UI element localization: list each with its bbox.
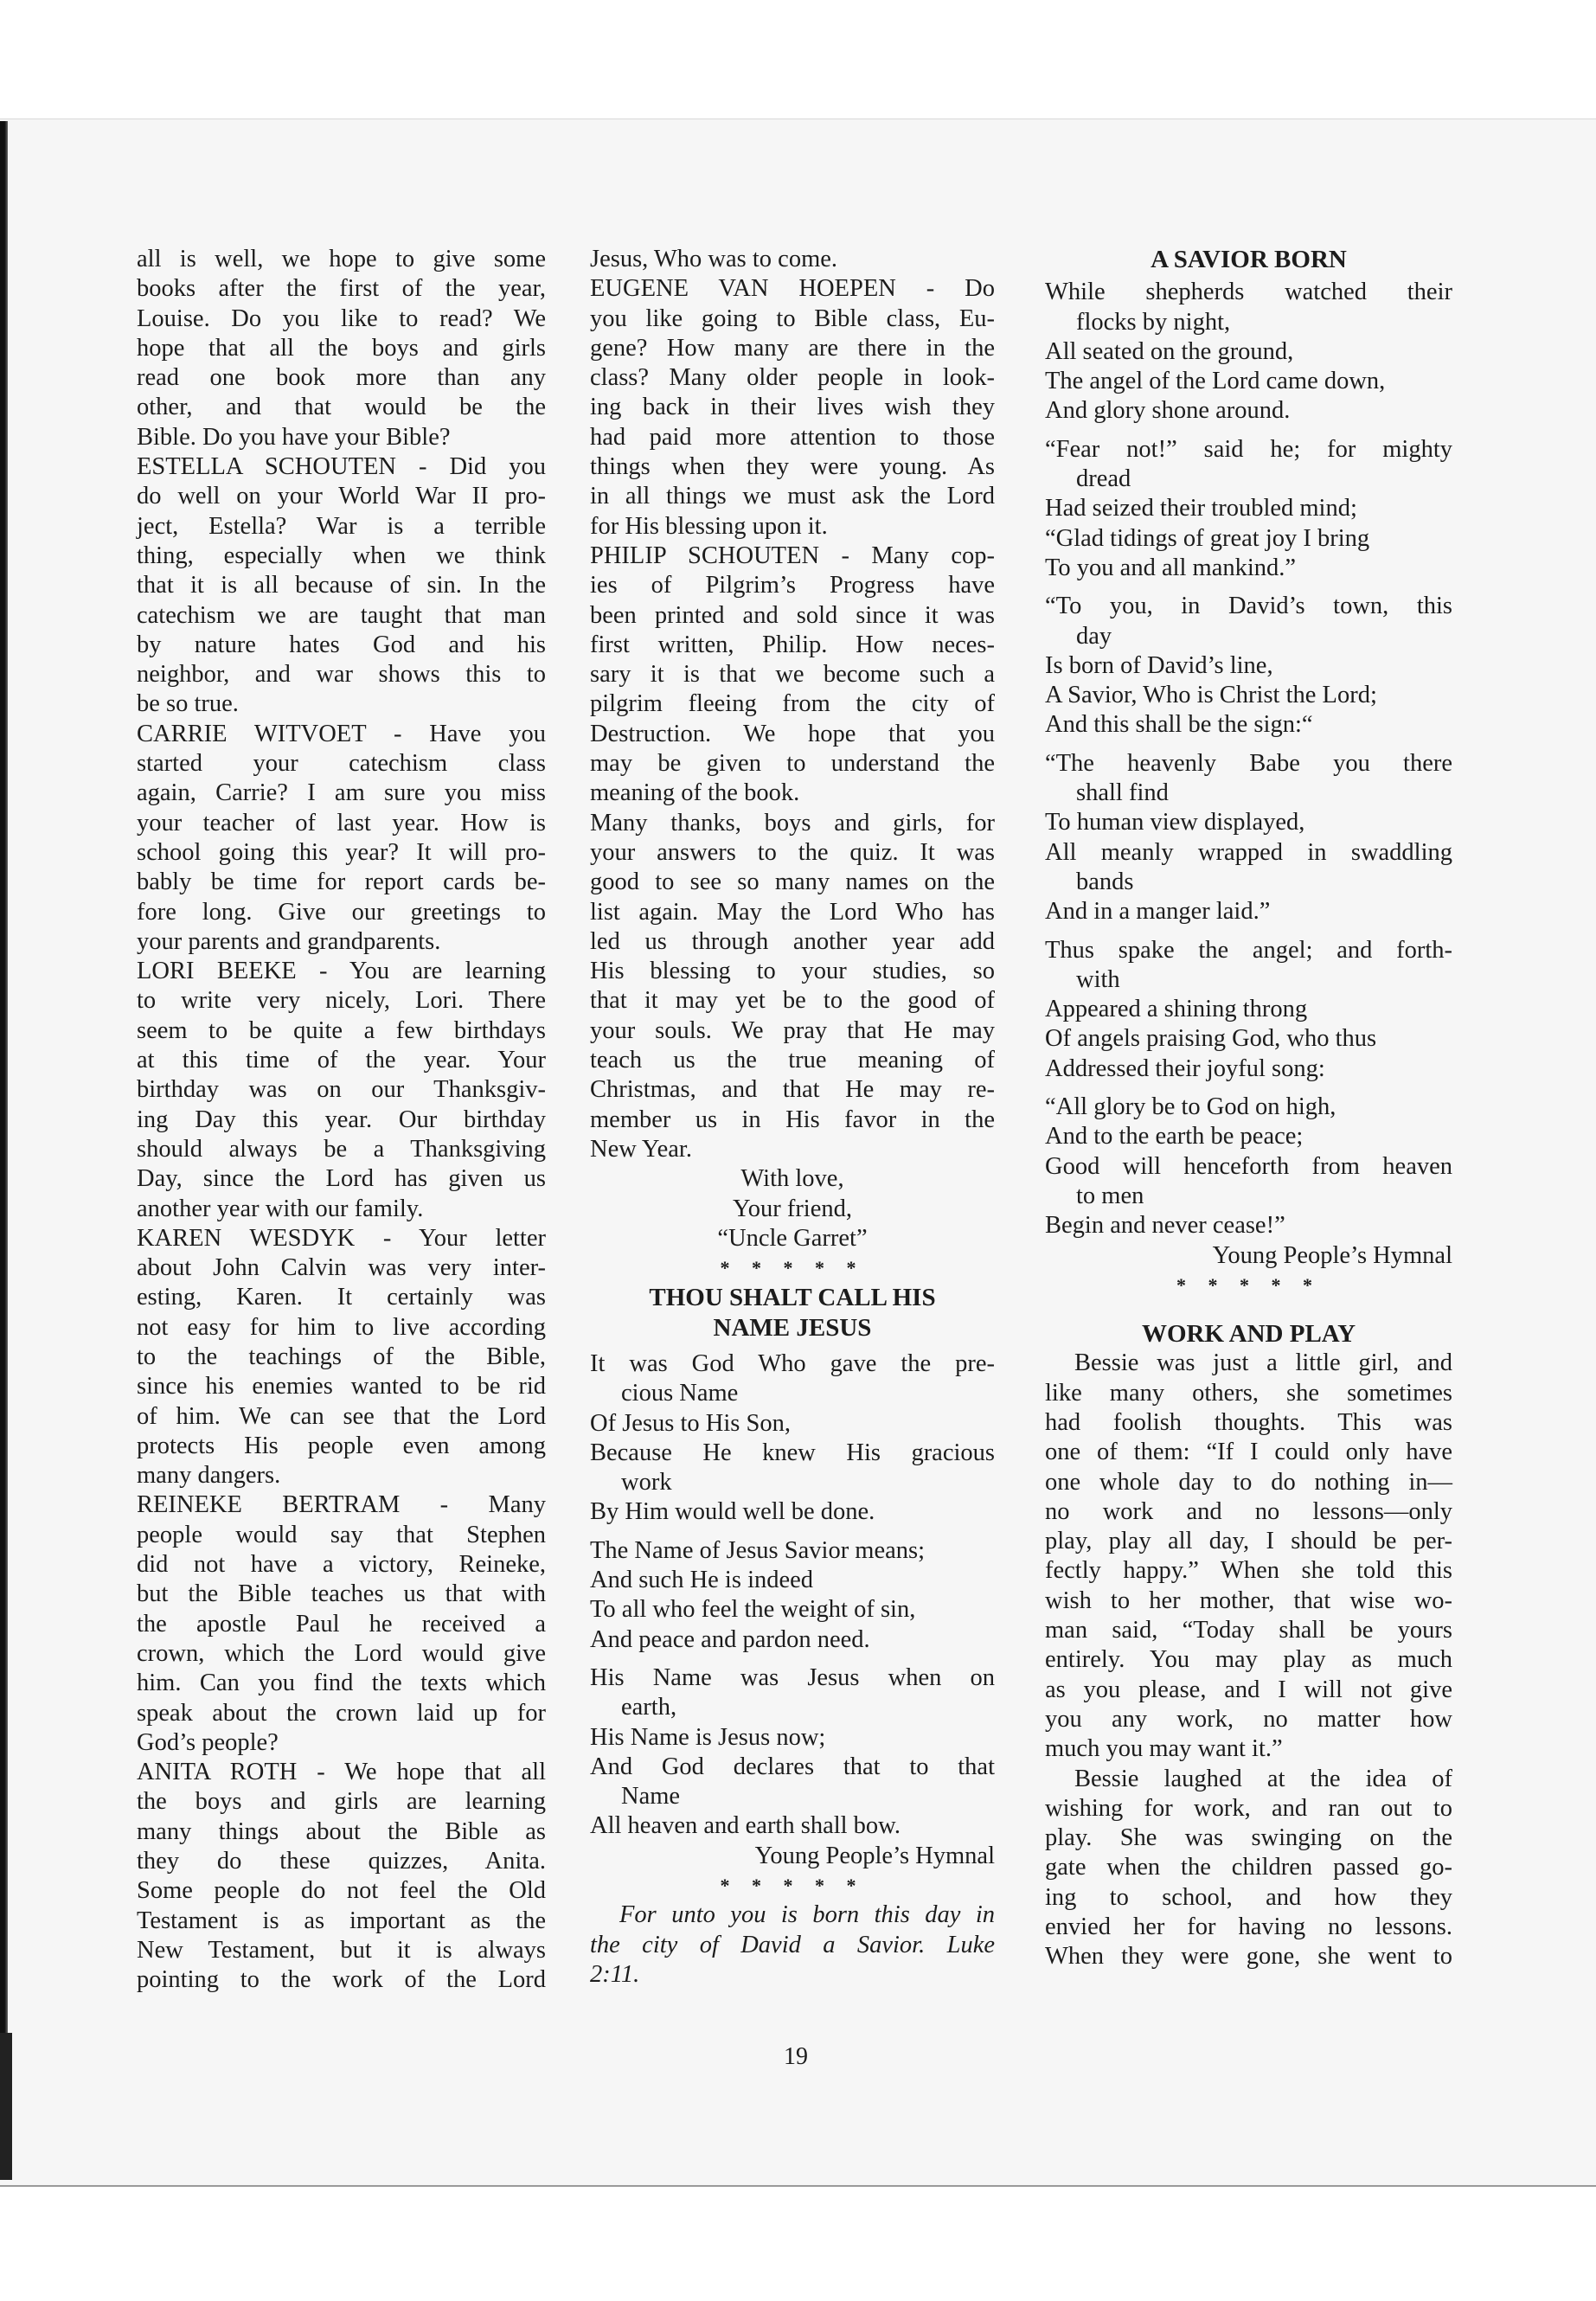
verse-line: And God declares that to that [590, 1753, 995, 1780]
prose-line: birthday was on our Thanksgiv- [137, 1076, 546, 1104]
prose-line: entirely. You may play as much [1045, 1646, 1452, 1674]
prose-line: gate when the children passed go- [1045, 1854, 1452, 1881]
verse-block [590, 1349, 995, 1842]
verse-line-continuation: shall find [1076, 779, 1169, 807]
prose-line: they do these quizzes, Anita. [137, 1848, 546, 1875]
verse-line-continuation: with [1076, 965, 1120, 993]
prose-line: protects His people even among [137, 1432, 546, 1459]
prose-line: read one book more than any [137, 364, 546, 392]
prose-line: Bible. Do you have your Bible? [137, 423, 451, 451]
section-heading: NAME JESUS [713, 1313, 872, 1342]
prose-block [137, 957, 546, 1224]
center-line: With love, [740, 1165, 844, 1193]
verse-line-continuation: to men [1076, 1182, 1144, 1209]
prose-line: His blessing to your studies, so [590, 958, 995, 985]
prose-line: wishing for work, and ran out to [1045, 1794, 1452, 1822]
verse-line-continuation: earth, [621, 1694, 677, 1721]
prose-line: school going this year? It will pro- [137, 838, 546, 866]
verse-block [1045, 278, 1452, 1240]
verse-line: A Savior, Who is Christ the Lord; [1045, 682, 1377, 709]
column-2 [590, 245, 995, 1990]
verse-line: “Glad tidings of great joy I bring [1045, 524, 1370, 552]
section-heading: WORK AND PLAY [1141, 1320, 1356, 1349]
verse-line: His Name is Jesus now; [590, 1723, 826, 1751]
prose-line: envied her for having no lessons. [1045, 1913, 1452, 1941]
attribution-block [1045, 1241, 1452, 1271]
prose-line: ing Day this year. Our birthday [137, 1106, 546, 1133]
prose-line: sary it is that we become such a [590, 661, 995, 689]
prose-line: at this time of the year. Your [137, 1047, 546, 1074]
prose-line: thing, especially when we think [137, 542, 546, 569]
prose-line: EUGENE VAN HOEPEN - Do [590, 275, 995, 303]
verse-stanza [590, 1536, 995, 1655]
prose-line: not easy for him to live according [137, 1313, 546, 1341]
prose-line: play, play all day, I should be per- [1045, 1528, 1452, 1555]
prose-line: your parents and grandparents. [137, 927, 441, 955]
prose-line: much you may want it.” [1045, 1735, 1283, 1763]
attribution-block [590, 1842, 995, 1871]
prose-line: ANITA ROTH - We hope that all [137, 1759, 546, 1786]
prose-line: since his enemies wanted to be rid [137, 1373, 546, 1400]
prose-line: bably be time for report cards be- [137, 868, 546, 896]
prose-line: no work and no lessons—only [1045, 1497, 1452, 1525]
prose-line: of him. We can see that the Lord [137, 1402, 546, 1430]
section-heading: THOU SHALT CALL HIS [649, 1284, 936, 1312]
prose-line: man said, “Today shall be yours [1045, 1617, 1452, 1644]
prose-block [137, 245, 546, 452]
verse-line: To all who feel the weight of sin, [590, 1596, 916, 1624]
prose-line: fore long. Give our greetings to [137, 898, 546, 926]
verse-line: All heaven and earth shall bow. [590, 1812, 901, 1840]
prose-line: Day, since the Lord has given us [137, 1165, 546, 1193]
prose-line: crown, which the Lord would give [137, 1639, 546, 1667]
prose-line: LORI BEEKE - You are learning [137, 958, 546, 985]
column-1 [137, 245, 546, 1996]
prose-line: list again. May the Lord Who has [590, 898, 995, 926]
prose-line: but the Bible teaches us that with [137, 1580, 546, 1608]
prose-line: led us through another year add [590, 927, 995, 955]
italic-block [590, 1900, 995, 1990]
prose-line: gene? How many are there in the [590, 334, 995, 362]
verse-line: Appeared a shining throng [1045, 996, 1308, 1023]
verse-line: The angel of the Lord came down, [1045, 368, 1386, 395]
verse-line-continuation: bands [1076, 868, 1134, 895]
prose-line: did not have a victory, Reineke, [137, 1551, 546, 1579]
prose-line: play. She was swinging on the [1045, 1824, 1452, 1852]
attribution-line: Young People’s Hymnal [1212, 1241, 1452, 1269]
prose-line: that it is all because of sin. In the [137, 572, 546, 599]
prose-line: be so true. [137, 690, 239, 718]
prose-line: your teacher of last year. How is [137, 809, 546, 836]
center-line: Your friend, [732, 1195, 853, 1222]
prose-line: esting, Karen. It certainly was [137, 1284, 546, 1311]
stars-block [1045, 1271, 1452, 1300]
verse-line-continuation: dread [1076, 465, 1131, 493]
stars-block [590, 1871, 995, 1900]
verse-line: All seated on the ground, [1045, 337, 1294, 365]
prose-line: teach us the true meaning of [590, 1047, 995, 1074]
prose-line: all is well, we hope to give some [137, 246, 546, 272]
prose-line: Louise. Do you like to read? We [137, 304, 546, 332]
verse-stanza [1045, 1093, 1452, 1240]
verse-line-continuation: Name [621, 1783, 681, 1811]
prose-block [137, 1490, 546, 1758]
prose-block [137, 1758, 546, 1995]
prose-block [1045, 1349, 1452, 1764]
prose-line: may be given to understand the [590, 750, 995, 778]
heading-block [1045, 245, 1452, 274]
verse-stanza [1045, 435, 1452, 583]
prose-line: had paid more attention to those [590, 423, 995, 451]
heading-block [1045, 1319, 1452, 1349]
prose-block [590, 245, 995, 274]
prose-line: for His blessing upon it. [590, 512, 828, 540]
center-line: “Uncle Garret” [717, 1224, 868, 1252]
scan-left-edge-shadow [0, 2033, 12, 2180]
verse-line: Because He knew His gracious [590, 1439, 995, 1466]
stars-line: * * * * * [720, 1875, 865, 1897]
prose-line: member us in His favor in the [590, 1106, 995, 1133]
prose-block [590, 809, 995, 1165]
prose-line: Some people do not feel the Old [137, 1877, 546, 1905]
verse-stanza [590, 1663, 995, 1842]
prose-line: speak about the crown laid up for [137, 1699, 546, 1727]
prose-line: about John Calvin was very inter- [137, 1254, 546, 1282]
column-3 [1045, 245, 1452, 1972]
prose-line: that it may yet be to the good of [590, 987, 995, 1015]
prose-line: CARRIE WITVOET - Have you [137, 720, 546, 747]
prose-line: been printed and sold since it was [590, 601, 995, 629]
verse-line: And in a manger laid.” [1045, 898, 1271, 926]
prose-line: Destruction. We hope that you [590, 720, 995, 747]
prose-block [590, 274, 995, 542]
prose-line: Many thanks, boys and girls, for [590, 809, 995, 836]
prose-line: good to see so many names on the [590, 868, 995, 896]
stars-line: * * * * * [1176, 1273, 1321, 1296]
prose-line: God’s people? [137, 1728, 279, 1756]
verse-line: Of Jesus to His Son, [590, 1409, 791, 1437]
verse-line: Addressed their joyful song: [1045, 1054, 1325, 1082]
prose-block [137, 720, 546, 957]
verse-line: By Him would well be done. [590, 1498, 875, 1526]
verse-line: Is born of David’s line, [1045, 651, 1273, 679]
verse-line: Of angels praising God, who thus [1045, 1025, 1377, 1053]
italic-line: For unto you is born this day in [619, 1901, 995, 1929]
stars-line: * * * * * [720, 1257, 865, 1279]
verse-line: Begin and never cease!” [1045, 1212, 1285, 1240]
verse-stanza [590, 1349, 995, 1528]
verse-stanza [1045, 749, 1452, 927]
prose-line: the boys and girls are learning [137, 1788, 546, 1816]
verse-line: While shepherds watched their [1045, 279, 1452, 306]
prose-line: Testament is as important as the [137, 1907, 546, 1934]
verse-line: Thus spake the angel; and forth- [1045, 936, 1452, 964]
prose-line: ject, Estella? War is a terrible [137, 512, 546, 540]
prose-line: When they were gone, she went to [1045, 1943, 1452, 1971]
verse-line: To you and all mankind.” [1045, 554, 1297, 581]
scan-left-edge [0, 121, 8, 2180]
verse-line: “All glory be to God on high, [1045, 1093, 1336, 1121]
verse-line: And glory shone around. [1045, 397, 1291, 425]
prose-line: to write very nicely, Lori. There [137, 987, 546, 1015]
prose-line: again, Carrie? I am sure you miss [137, 779, 546, 807]
prose-line: Bessie was just a little girl, and [1074, 1349, 1452, 1377]
prose-line: PHILIP SCHOUTEN - Many cop- [590, 542, 995, 569]
prose-line: pilgrim fleeing from the city of [590, 690, 995, 718]
prose-line: ing to school, and how they [1045, 1883, 1452, 1911]
prose-line: as you please, and I will not give [1045, 1676, 1452, 1703]
prose-line: meaning of the book. [590, 779, 800, 807]
verse-line: The Name of Jesus Savior means; [590, 1536, 926, 1564]
prose-line: your answers to the quiz. It was [590, 838, 995, 866]
prose-line: to the teachings of the Bible, [137, 1343, 546, 1370]
prose-line: him. Can you find the texts which [137, 1670, 546, 1697]
prose-line: seem to be quite a few birthdays [137, 1016, 546, 1044]
prose-block [137, 452, 546, 720]
prose-line: in all things we must ask the Lord [590, 483, 995, 510]
prose-line: another year with our family. [137, 1195, 424, 1222]
prose-line: New Year. [590, 1135, 692, 1163]
prose-line: Jesus, Who was to come. [590, 246, 838, 272]
prose-line: class? Many older people in look- [590, 364, 995, 392]
prose-line: started your catechism class [137, 750, 546, 778]
prose-line: books after the first of the year, [137, 275, 546, 303]
verse-line: And to the earth be peace; [1045, 1123, 1304, 1150]
verse-line: “To you, in David’s town, this [1045, 593, 1452, 620]
prose-line: KAREN WESDYK - Your letter [137, 1224, 546, 1252]
verse-line: It was God Who gave the pre- [590, 1349, 995, 1377]
prose-line: other, and that would be the [137, 394, 546, 421]
prose-line: neighbor, and war shows this to [137, 661, 546, 689]
prose-line: people would say that Stephen [137, 1521, 546, 1548]
prose-block [590, 542, 995, 809]
prose-line: fectly happy.” When she told this [1045, 1557, 1452, 1585]
prose-line: many things about the Bible as [137, 1817, 546, 1845]
prose-line: hope that all the boys and girls [137, 334, 546, 362]
verse-line-continuation: cious Name [621, 1380, 739, 1407]
prose-line: ESTELLA SCHOUTEN - Did you [137, 453, 546, 481]
prose-block [137, 1224, 546, 1491]
prose-block [1045, 1765, 1452, 1972]
prose-line: your souls. We pray that He may [590, 1016, 995, 1044]
verse-line: His Name was Jesus when on [590, 1663, 995, 1691]
verse-line: And this shall be the sign:“ [1045, 711, 1313, 739]
prose-line: you any work, no matter how [1045, 1705, 1452, 1733]
prose-line: many dangers. [137, 1462, 281, 1490]
verse-line: “The heavenly Babe you there [1045, 749, 1452, 777]
stars-block [590, 1253, 995, 1283]
prose-line: New Testament, but it is always [137, 1936, 546, 1964]
verse-line-continuation: work [621, 1469, 672, 1497]
prose-line: REINEKE BERTRAM - Many [137, 1491, 546, 1519]
prose-line: you like going to Bible class, Eu- [590, 304, 995, 332]
prose-line: one of them: “If I could only have [1045, 1439, 1452, 1466]
prose-line: had foolish thoughts. This was [1045, 1408, 1452, 1436]
verse-line: Good will henceforth from heaven [1045, 1152, 1452, 1180]
verse-stanza [1045, 592, 1452, 740]
heading-block [590, 1283, 995, 1343]
prose-line: ing back in their lives wish they [590, 394, 995, 421]
verse-line: And such He is indeed [590, 1567, 814, 1594]
verse-line: And peace and pardon need. [590, 1625, 870, 1653]
prose-line: by nature hates God and his [137, 631, 546, 658]
prose-line: like many others, she sometimes [1045, 1379, 1452, 1407]
prose-line: the apostle Paul he received a [137, 1610, 546, 1638]
verse-line: Had seized their troubled mind; [1045, 495, 1357, 522]
verse-line-continuation: flocks by night, [1076, 308, 1231, 336]
italic-line: 2:11. [590, 1960, 640, 1988]
prose-line: wish to her mother, that wise wo- [1045, 1586, 1452, 1614]
prose-line: do well on your World War II pro- [137, 483, 546, 510]
verse-line: “Fear not!” said he; for mighty [1045, 435, 1452, 463]
prose-line: pointing to the work of the Lord [137, 1966, 546, 1994]
prose-line: catechism we are taught that man [137, 601, 546, 629]
verse-line-continuation: day [1076, 622, 1112, 650]
verse-stanza [1045, 278, 1452, 426]
verse-line: To human view displayed, [1045, 809, 1305, 836]
italic-line: the city of David a Savior. Luke [590, 1931, 995, 1958]
page-number: 19 [784, 2043, 808, 2070]
prose-line: first written, Philip. How neces- [590, 631, 995, 658]
prose-line: Christmas, and that He may re- [590, 1076, 995, 1104]
verse-stanza [1045, 936, 1452, 1084]
center-block [590, 1164, 995, 1253]
verse-line: All meanly wrapped in swaddling [1045, 838, 1452, 866]
prose-line: should always be a Thanksgiving [137, 1135, 546, 1163]
prose-line: ies of Pilgrim’s Progress have [590, 572, 995, 599]
prose-line: one whole day to do nothing in— [1045, 1468, 1452, 1496]
prose-line: Bessie laughed at the idea of [1074, 1765, 1452, 1792]
attribution-line: Young People’s Hymnal [754, 1842, 995, 1869]
prose-line: things when they were young. As [590, 453, 995, 481]
section-heading: A SAVIOR BORN [1151, 246, 1347, 273]
